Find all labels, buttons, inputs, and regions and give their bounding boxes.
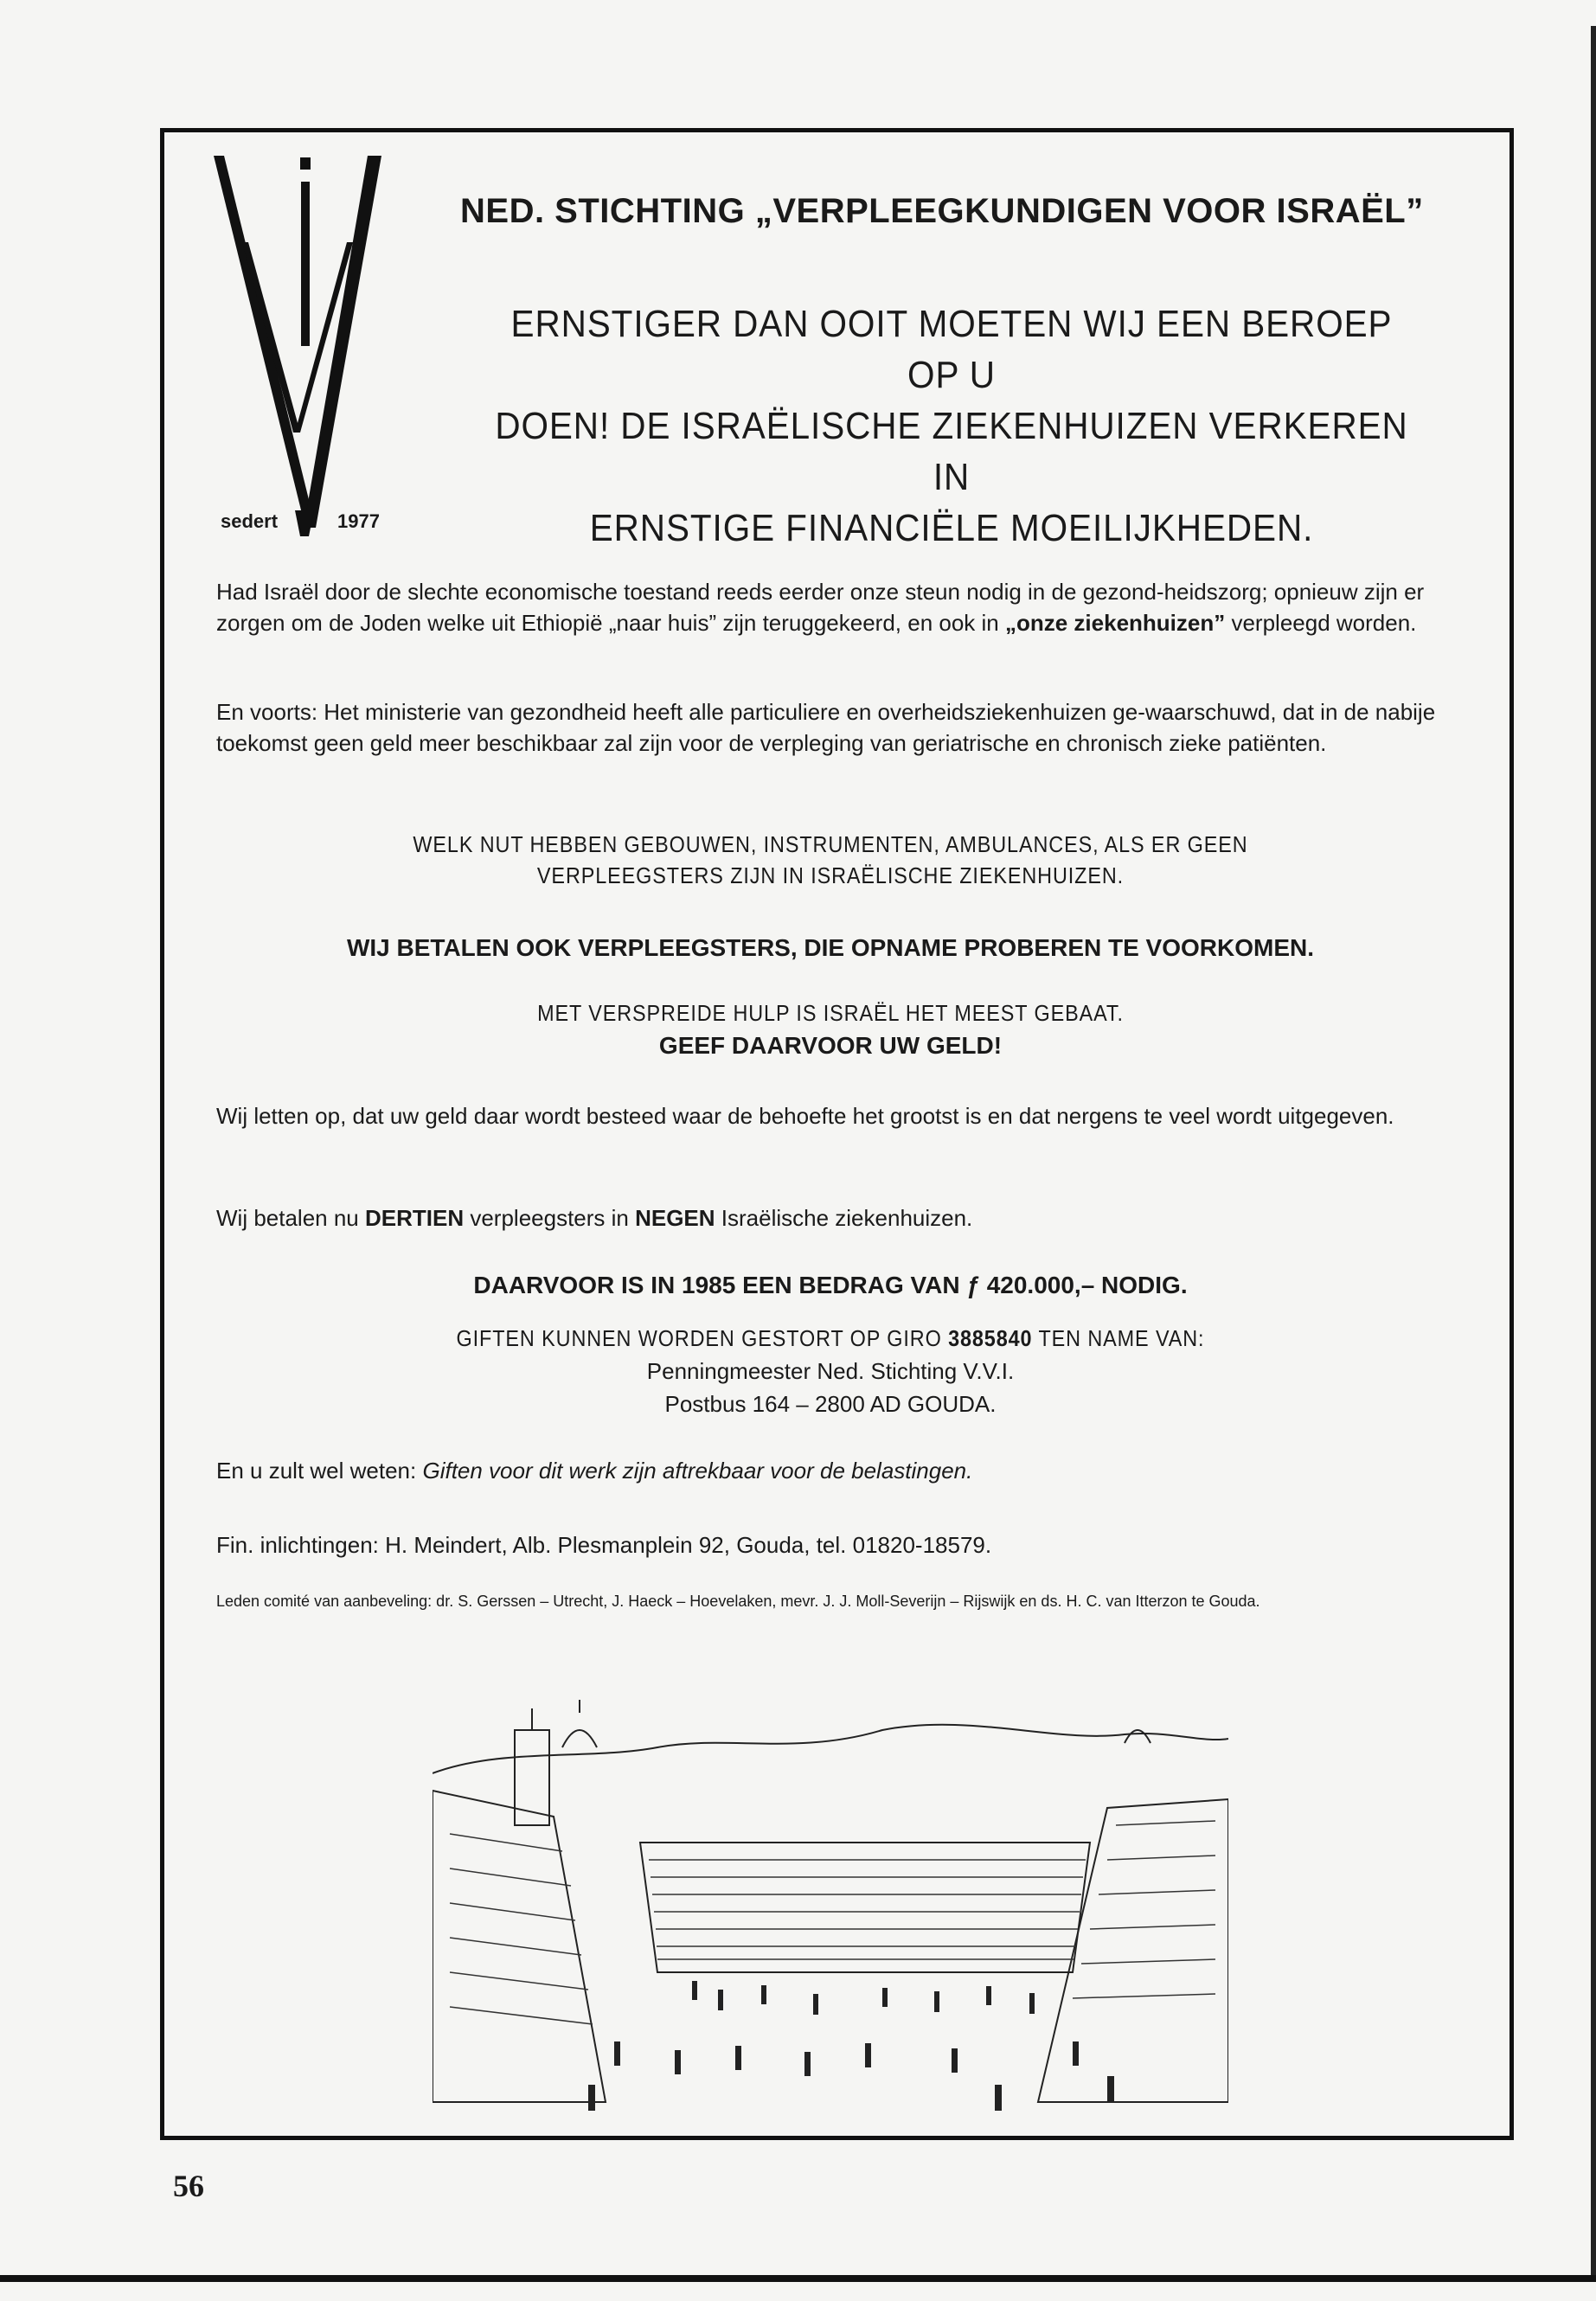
- info-line: Fin. inlichtingen: H. Meindert, Alb. Plesmanplein 92, Gouda, tel. 01820-18579.: [216, 1532, 992, 1558]
- western-wall-illustration: [433, 1695, 1228, 2124]
- tax-note: En u zult wel weten: Giften voor dit werk zijn aftrekbaar voor de belastingen.: [216, 1458, 973, 1484]
- help-line: MET VERSPREIDE HULP IS ISRAËL HET MEEST GEBAAT.: [537, 1000, 1124, 1026]
- question-block: [278, 829, 1383, 891]
- logo-since-label: sedert: [221, 510, 279, 532]
- giro-line: GIFTEN KUNNEN WORDEN GESTORT OP GIRO 3885840 TEN NAME VAN:: [456, 1325, 1205, 1351]
- logo-since-year: 1977: [337, 510, 380, 532]
- paragraph-nurses: Wij betalen nu DERTIEN verpleegsters in NEGEN Israëlische ziekenhuizen.: [216, 1205, 973, 1231]
- treasurer-line: Penningmeester Ned. Stichting V.V.I.: [646, 1358, 1015, 1384]
- paragraph-spending: Wij letten op, dat uw geld daar wordt besteed waar de behoefte het grootst is en dat nergens te veel wordt uitgegeven.: [216, 1103, 1394, 1129]
- paragraph-situation: Had Israël door de slechte economische toestand reeds eerder onze steun nodig in de gezond-heidszorg; opnieuw zijn er zorgen om de Joden welke uit Ethiopië „naar huis” zijn teruggekeerd, en ook in „onze ziekenhuizen” verpleegd worden.: [216, 579, 1425, 636]
- appeal-heading: [490, 298, 1413, 554]
- page-number: 56: [173, 2169, 204, 2203]
- address-line: Postbus 164 – 2800 AD GOUDA.: [664, 1391, 997, 1417]
- giro-number: 3885840: [948, 1325, 1033, 1351]
- appeal-line: DOEN! DE ISRAËLISCHE ZIEKENHUIZEN VERKEREN IN: [495, 405, 1408, 498]
- statement-heading: WIJ BETALEN OOK VERPLEEGSTERS, DIE OPNAME PROBEREN TE VOORKOMEN.: [346, 934, 1315, 961]
- page-edge-bottom: [0, 2275, 1596, 2282]
- giro-block: [216, 1322, 1445, 1420]
- organization-title: NED. STICHTING „VERPLEEGKUNDIGEN VOOR ISRAËL”: [460, 192, 1424, 230]
- amount-heading: DAARVOOR IS IN 1985 EEN BEDRAG VAN ƒ 420.000,– NODIG.: [473, 1272, 1188, 1298]
- help-call-to-action: GEEF DAARVOOR UW GELD!: [658, 1032, 1003, 1059]
- question-line: WELK NUT HEBBEN GEBOUWEN, INSTRUMENTEN, AMBULANCES, ALS ER GEEN: [413, 831, 1248, 857]
- question-line: VERPLEEGSTERS ZIJN IN ISRAËLISCHE ZIEKENHUIZEN.: [536, 862, 1125, 888]
- appeal-line: ERNSTIGER DAN OOIT MOETEN WIJ EEN BEROEP OP U: [510, 303, 1393, 396]
- page-edge: [1591, 26, 1596, 2275]
- vvi-logo: [203, 147, 394, 536]
- emphasis: „onze ziekenhuizen”: [1004, 610, 1226, 636]
- appeal-line: ERNSTIGE FINANCIËLE MOEILIJKHEDEN.: [589, 507, 1314, 549]
- committee-note: Leden comité van aanbeveling: dr. S. Gerssen – Utrecht, J. Haeck – Hoevelaken, mevr. J. J. Moll-Severijn – Rijswijk en ds. H. C. van Itterzon te Gouda.: [216, 1593, 1260, 1610]
- help-block: [216, 997, 1445, 1062]
- paragraph-ministry: En voorts: Het ministerie van gezondheid heeft alle particuliere en overheidsziekenhuizen ge-waarschuwd, dat in de nabije toekomst geen geld meer beschikbaar zal zijn voor de verpleging van geriatrische en chronisch zieke patiënten.: [216, 699, 1436, 756]
